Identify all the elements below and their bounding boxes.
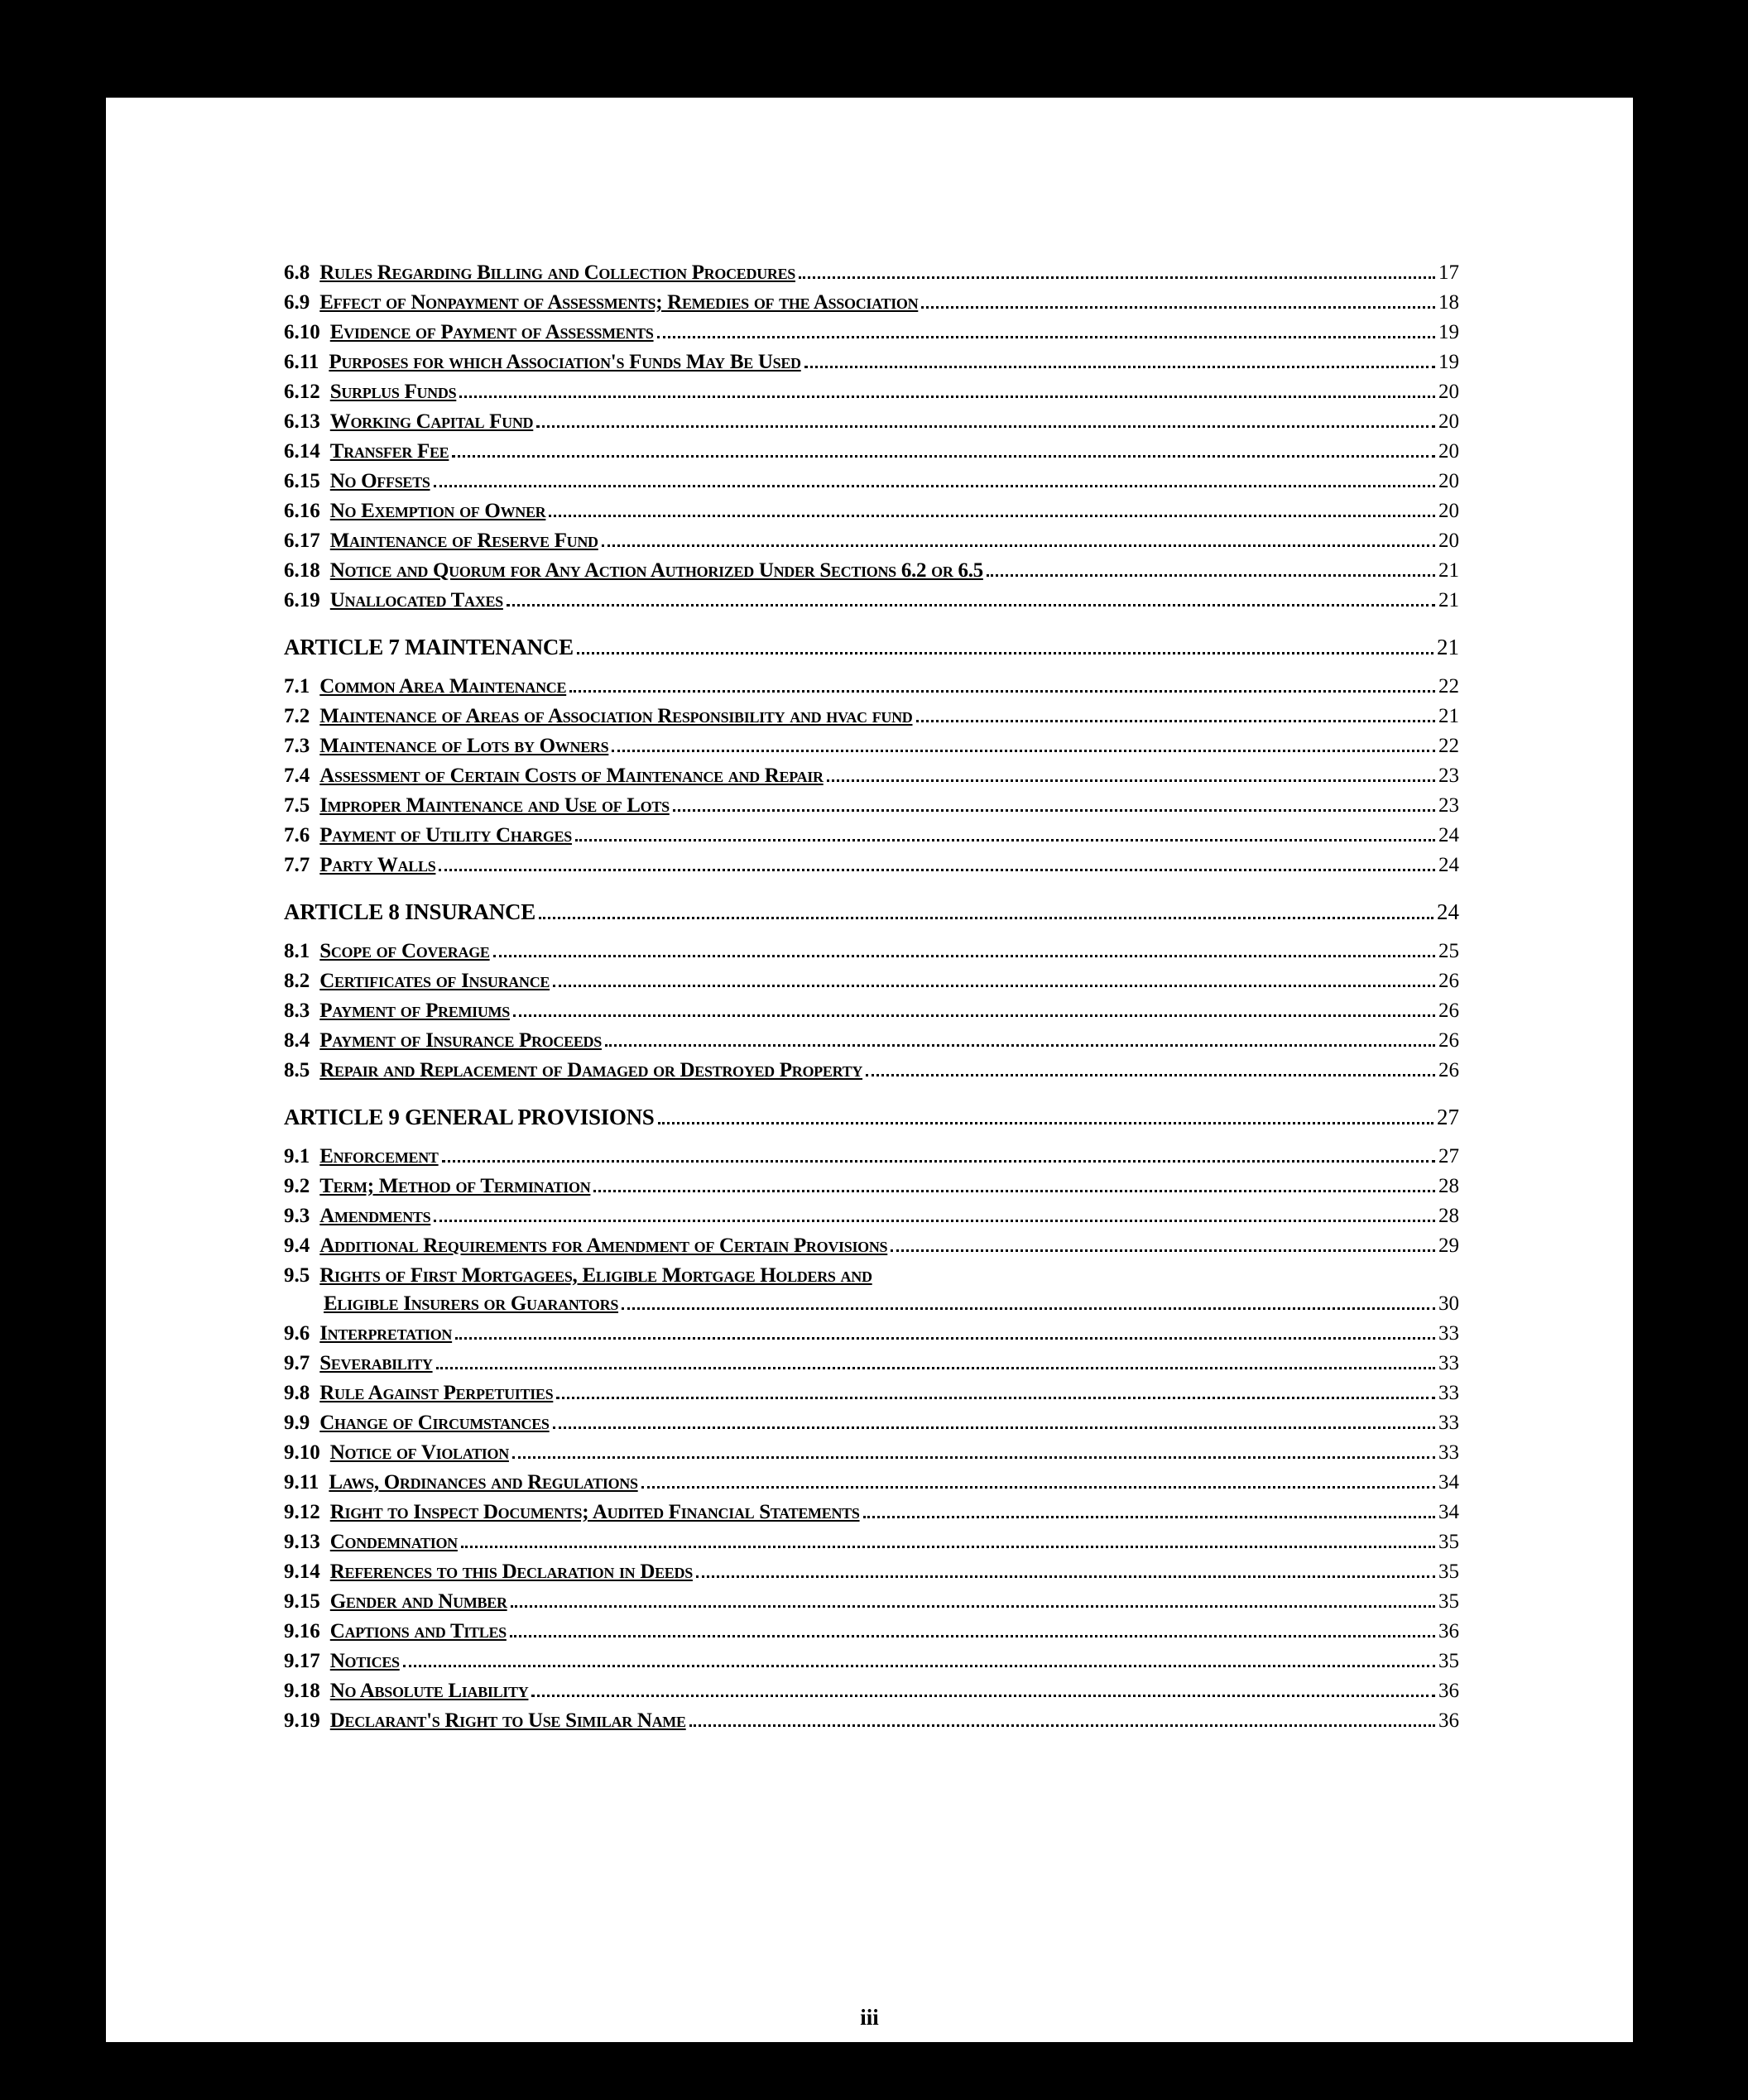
page-ref: 25	[1438, 940, 1459, 962]
section-number: 9.5	[284, 1264, 310, 1287]
section-title: Certificates of Insurance	[319, 970, 550, 992]
section-number: 7.6	[284, 824, 310, 846]
section-title: Enforcement	[319, 1145, 439, 1167]
toc-entry-9-5	[284, 1258, 1459, 1287]
section-title: Captions and Titles	[329, 1620, 507, 1642]
dot-leader	[513, 1014, 1435, 1017]
dot-leader	[511, 1605, 1435, 1608]
toc-entry	[284, 1643, 1459, 1673]
article-8-entries	[284, 933, 1459, 1082]
page-ref: 30	[1438, 1292, 1459, 1315]
page-ref: 36	[1438, 1680, 1459, 1702]
section-number: 9.7	[284, 1352, 310, 1374]
section-number: 9.16	[284, 1620, 320, 1642]
section-number: 9.9	[284, 1412, 310, 1434]
page-ref: 33	[1438, 1322, 1459, 1345]
toc-entry	[284, 1494, 1459, 1524]
section-title: Rules Regarding Billing and Collection Procedures	[319, 261, 796, 284]
page-ref: 35	[1438, 1590, 1459, 1613]
toc-entry	[284, 1198, 1459, 1228]
section-number: 7.4	[284, 765, 310, 787]
page-ref: 28	[1438, 1175, 1459, 1197]
toc-entry	[284, 993, 1459, 1023]
section-title: Notices	[329, 1650, 400, 1672]
page-ref: 28	[1438, 1205, 1459, 1227]
page-ref: 24	[1437, 899, 1459, 924]
page-ref: 35	[1438, 1650, 1459, 1672]
section-number: 6.19	[284, 589, 320, 611]
dot-leader	[553, 985, 1435, 987]
section-number: 9.14	[284, 1561, 320, 1583]
article-title: ARTICLE 8 INSURANCE	[284, 899, 535, 924]
section-title: Change of Circumstances	[319, 1412, 550, 1434]
dot-leader	[436, 1367, 1435, 1369]
section-title: Maintenance of Lots by Owners	[319, 735, 609, 757]
toc-entry	[284, 1168, 1459, 1198]
dot-leader	[658, 1122, 1433, 1124]
dot-leader	[987, 574, 1435, 577]
page-ref: 34	[1438, 1501, 1459, 1523]
page-ref: 23	[1438, 765, 1459, 787]
dot-leader	[916, 720, 1436, 722]
page-ref: 17	[1438, 261, 1459, 284]
section-number: 7.7	[284, 854, 310, 876]
section-number: 8.1	[284, 940, 310, 962]
section-title: Party Walls	[319, 854, 436, 876]
page-ref: 21	[1437, 635, 1459, 659]
toc-entry	[284, 1524, 1459, 1554]
toc-entry	[284, 1613, 1459, 1643]
dot-leader	[536, 425, 1435, 428]
dot-leader	[622, 1307, 1435, 1310]
dot-leader	[602, 544, 1435, 547]
dot-leader	[799, 276, 1435, 279]
section-title: Assessment of Certain Costs of Maintenance and Repair	[319, 765, 824, 787]
dot-leader	[403, 1665, 1435, 1667]
section-number: 9.12	[284, 1501, 320, 1523]
section-title: Evidence of Payment of Assessments	[329, 321, 654, 343]
stamp-book-number: 10679	[1190, 2050, 1332, 2098]
page-ref: 22	[1438, 735, 1459, 757]
section-title: Improper Maintenance and Use of Lots	[319, 794, 670, 817]
dot-leader	[569, 690, 1435, 693]
section-number: 9.1	[284, 1145, 310, 1167]
section-number: 9.3	[284, 1205, 310, 1227]
document-page	[106, 98, 1633, 2098]
section-number: 7.2	[284, 705, 310, 727]
dot-leader	[891, 1249, 1435, 1252]
dot-leader	[507, 604, 1435, 607]
section-title: Severability	[319, 1352, 433, 1374]
toc-entry	[284, 1584, 1459, 1613]
section-title: No Exemption of Owner	[329, 500, 546, 522]
dot-leader	[577, 652, 1433, 654]
page-number: iii	[860, 2005, 879, 2030]
toc-entry	[284, 1316, 1459, 1345]
section-number: 9.4	[284, 1235, 310, 1257]
page-ref: 27	[1437, 1105, 1459, 1129]
dot-leader	[512, 1456, 1435, 1459]
section-title: Effect of Nonpayment of Assessments; Remedies of the Association	[319, 291, 919, 314]
page-ref: 20	[1438, 470, 1459, 492]
section-title: Repair and Replacement of Damaged or Destroyed Property	[319, 1059, 863, 1081]
toc-entry	[284, 1554, 1459, 1584]
section-number: 9.11	[284, 1471, 319, 1493]
section-number: 6.11	[284, 351, 319, 373]
dot-leader	[804, 366, 1435, 368]
dot-leader	[605, 1044, 1435, 1047]
toc-entry	[284, 255, 1459, 285]
article-6-entries	[284, 255, 1459, 612]
dot-leader	[553, 1426, 1435, 1429]
section-title: Amendments	[319, 1205, 431, 1227]
section-number: 8.2	[284, 970, 310, 992]
section-title: Payment of Utility Charges	[319, 824, 572, 846]
toc-entry	[284, 285, 1459, 314]
dot-leader	[575, 839, 1435, 841]
section-title: Notice and Quorum for Any Action Authorized Under Sections 6.2 or 6.5	[329, 559, 983, 582]
toc-entry	[284, 553, 1459, 583]
toc-entry	[284, 523, 1459, 553]
page-ref: 35	[1438, 1531, 1459, 1553]
toc-entry	[284, 1139, 1459, 1168]
section-title: Eligible Insurers or Guarantors	[324, 1292, 619, 1315]
toc-entry	[284, 1465, 1459, 1494]
toc-entry	[284, 434, 1459, 463]
section-number: 6.8	[284, 261, 310, 284]
dot-leader	[556, 1397, 1435, 1399]
article-8-heading	[284, 882, 1459, 925]
dot-leader	[452, 455, 1435, 458]
dot-leader	[539, 917, 1433, 919]
article-7-heading	[284, 617, 1459, 660]
dot-leader	[696, 1575, 1435, 1578]
toc-entry	[284, 698, 1459, 728]
page-ref: 36	[1438, 1620, 1459, 1642]
page-ref: 20	[1438, 381, 1459, 403]
dot-leader	[921, 306, 1435, 309]
section-title: Notice of Violation	[329, 1441, 509, 1464]
dot-leader	[493, 955, 1435, 957]
section-number: 9.10	[284, 1441, 320, 1464]
toc-entry	[284, 817, 1459, 847]
dot-leader	[510, 1635, 1435, 1637]
dot-leader	[442, 1160, 1435, 1163]
page-ref: 23	[1438, 794, 1459, 817]
section-number: 9.17	[284, 1650, 320, 1672]
page-ref: 33	[1438, 1352, 1459, 1374]
toc-entry	[284, 1673, 1459, 1703]
dot-leader	[531, 1695, 1435, 1697]
toc-entry	[284, 493, 1459, 523]
toc-entry	[284, 1375, 1459, 1405]
article-7-entries	[284, 669, 1459, 877]
section-number: 6.9	[284, 291, 310, 314]
dot-leader	[827, 779, 1435, 782]
dot-leader	[459, 396, 1435, 398]
section-title: Surplus Funds	[329, 381, 457, 403]
dot-leader	[593, 1190, 1435, 1192]
dot-leader	[434, 485, 1435, 487]
section-title: Term; Method of Termination	[319, 1175, 591, 1197]
article-title: ARTICLE 7 MAINTENANCE	[284, 635, 574, 659]
dot-leader	[866, 1074, 1435, 1076]
section-number: 6.13	[284, 410, 320, 433]
section-title: Common Area Maintenance	[319, 675, 567, 698]
section-number: 8.3	[284, 1000, 310, 1022]
dot-leader	[461, 1546, 1435, 1548]
page-ref: 26	[1438, 970, 1459, 992]
page-ref: 24	[1438, 824, 1459, 846]
recording-stamp	[1190, 2050, 1474, 2098]
dot-leader	[455, 1337, 1435, 1340]
toc-entry	[284, 344, 1459, 374]
section-number: 7.1	[284, 675, 310, 698]
page-ref: 24	[1438, 854, 1459, 876]
section-title: No Offsets	[329, 470, 430, 492]
toc-entry	[284, 728, 1459, 758]
page-ref: 36	[1438, 1709, 1459, 1732]
toc-entry	[284, 758, 1459, 788]
section-number: 6.18	[284, 559, 320, 582]
section-title: References to this Declaration in Deeds	[329, 1561, 693, 1583]
page-ref: 33	[1438, 1412, 1459, 1434]
dot-leader	[641, 1486, 1435, 1489]
section-number: 6.14	[284, 440, 320, 463]
section-title: Maintenance of Areas of Association Responsibility and hvac fund	[319, 705, 913, 727]
toc-entry	[284, 963, 1459, 993]
section-title: Purposes for which Association's Funds May Be Used	[329, 351, 801, 373]
toc-entry-9-5-continued	[284, 1287, 1459, 1316]
section-title: Right to Inspect Documents; Audited Financial Statements	[329, 1501, 860, 1523]
section-number: 9.19	[284, 1709, 320, 1732]
section-title: Rule Against Perpetuities	[319, 1382, 554, 1404]
page-ref: 21	[1438, 705, 1459, 727]
page-ref: 18	[1438, 291, 1459, 314]
section-title: Additional Requirements for Amendment of Certain Provisions	[319, 1235, 888, 1257]
toc-entry	[284, 374, 1459, 404]
page-ref: 20	[1438, 500, 1459, 522]
page-ref: 27	[1438, 1145, 1459, 1167]
toc-entry	[284, 404, 1459, 434]
page-ref: 26	[1438, 1000, 1459, 1022]
article-title: ARTICLE 9 GENERAL PROVISIONS	[284, 1105, 655, 1129]
section-title: Laws, Ordinances and Regulations	[329, 1471, 638, 1493]
toc-entry	[284, 1023, 1459, 1052]
section-title: Payment of Insurance Proceeds	[319, 1029, 602, 1052]
section-number: 6.17	[284, 530, 320, 552]
page-ref: 33	[1438, 1441, 1459, 1464]
page-ref: 21	[1438, 559, 1459, 582]
section-title: No Absolute Liability	[329, 1680, 529, 1702]
dot-leader	[863, 1516, 1435, 1518]
page-ref: 26	[1438, 1029, 1459, 1052]
article-9-entries	[284, 1139, 1459, 1258]
article-9-heading	[284, 1087, 1459, 1130]
section-number: 9.15	[284, 1590, 320, 1613]
section-title: Declarant's Right to Use Similar Name	[329, 1709, 686, 1732]
page-ref: 20	[1438, 530, 1459, 552]
page-ref: 22	[1438, 675, 1459, 698]
toc-entry	[284, 669, 1459, 698]
section-title: Unallocated Taxes	[329, 589, 503, 611]
dot-leader	[673, 809, 1435, 812]
section-number: 6.15	[284, 470, 320, 492]
toc-entry	[284, 788, 1459, 817]
section-number: 8.5	[284, 1059, 310, 1081]
toc-entry	[284, 1435, 1459, 1465]
stamp-page-number: 854	[1389, 2050, 1474, 2098]
section-number: 6.12	[284, 381, 320, 403]
page-ref: 19	[1438, 351, 1459, 373]
page-ref: 19	[1438, 321, 1459, 343]
section-number: 7.5	[284, 794, 310, 817]
section-number: 9.13	[284, 1531, 320, 1553]
dot-leader	[612, 750, 1435, 752]
toc-entry	[284, 1405, 1459, 1435]
table-of-contents	[284, 255, 1459, 1733]
section-title: Payment of Premiums	[319, 1000, 510, 1022]
section-number: 6.16	[284, 500, 320, 522]
toc-entry	[284, 1052, 1459, 1082]
dot-leader	[657, 336, 1435, 338]
section-title: Working Capital Fund	[329, 410, 534, 433]
toc-entry	[284, 1228, 1459, 1258]
section-title: Rights of First Mortgagees, Eligible Mortgage Holders and	[319, 1264, 872, 1287]
section-number: 9.8	[284, 1382, 310, 1404]
page-ref: 20	[1438, 440, 1459, 463]
dot-leader	[439, 869, 1435, 871]
article-9-entries-continued	[284, 1316, 1459, 1733]
dot-leader	[434, 1220, 1435, 1222]
section-title: Scope of Coverage	[319, 940, 490, 962]
section-title: Gender and Number	[329, 1590, 507, 1613]
toc-entry	[284, 933, 1459, 963]
page-ref: 20	[1438, 410, 1459, 433]
section-number: 6.10	[284, 321, 320, 343]
dot-leader	[549, 515, 1435, 517]
toc-entry	[284, 847, 1459, 877]
page-ref: 34	[1438, 1471, 1459, 1493]
section-title: Condemnation	[329, 1531, 458, 1553]
section-number: 9.6	[284, 1322, 310, 1345]
section-title: Transfer Fee	[329, 440, 449, 463]
section-number: 8.4	[284, 1029, 310, 1052]
toc-entry	[284, 314, 1459, 344]
section-number: 9.18	[284, 1680, 320, 1702]
toc-entry	[284, 463, 1459, 493]
page-ref: 21	[1438, 589, 1459, 611]
section-title: Interpretation	[319, 1322, 453, 1345]
page-ref: 29	[1438, 1235, 1459, 1257]
page-ref: 35	[1438, 1561, 1459, 1583]
dot-leader	[689, 1724, 1435, 1727]
section-number: 7.3	[284, 735, 310, 757]
toc-entry	[284, 1703, 1459, 1733]
section-title: Maintenance of Reserve Fund	[329, 530, 598, 552]
toc-entry	[284, 1345, 1459, 1375]
page-ref: 33	[1438, 1382, 1459, 1404]
section-number: 9.2	[284, 1175, 310, 1197]
page-ref: 26	[1438, 1059, 1459, 1081]
toc-entry	[284, 583, 1459, 612]
